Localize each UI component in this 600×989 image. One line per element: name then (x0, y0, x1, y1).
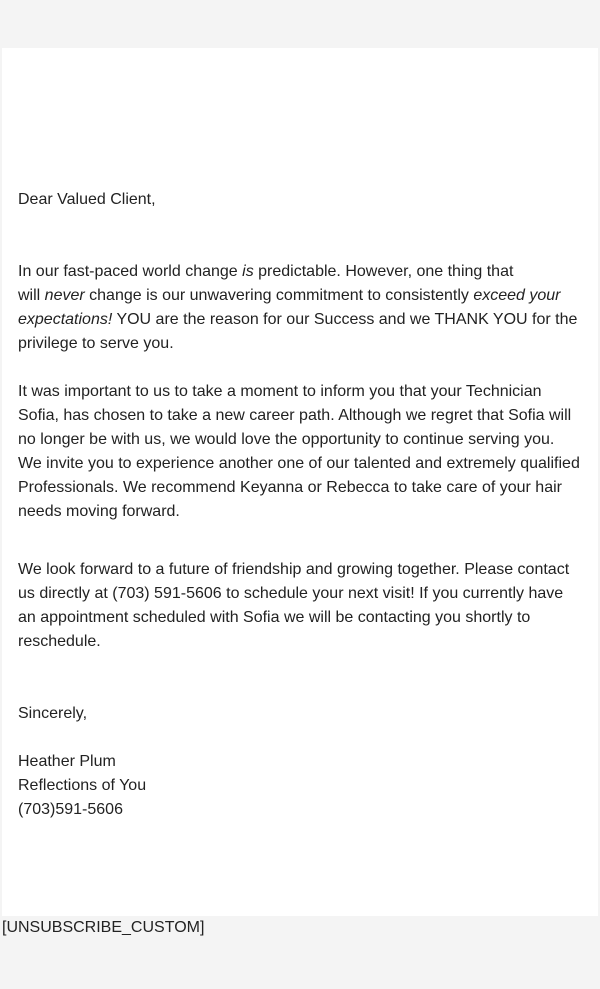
paragraph-line: reschedule. (18, 633, 101, 650)
greeting: Dear Valued Client, (18, 191, 156, 208)
paragraph-line: Professionals. We recommend Keyanna or Rebecca to take care of your hair (18, 479, 562, 496)
unsubscribe-link[interactable]: [UNSUBSCRIBE_CUSTOM] (2, 919, 205, 936)
paragraph-line: no longer be with us, we would love the opportunity to continue serving you. (18, 431, 555, 448)
paragraph-line: us directly at (703) 591-5606 to schedule your next visit! If you currently have (18, 585, 564, 602)
signature-name: Heather Plum (18, 753, 116, 770)
signature-block (18, 750, 588, 822)
signature-business: Reflections of You (18, 777, 147, 794)
paragraph-line: an appointment scheduled with Sofia we will be contacting you shortly to (18, 609, 531, 626)
letter-card (2, 48, 598, 916)
emphasis-text: never (44, 287, 85, 304)
emphasis-text: exceed your (473, 287, 561, 304)
emphasis-text: expectations! (18, 311, 113, 328)
emphasis-text: is (242, 263, 254, 280)
paragraph-line: privilege to serve you. (18, 335, 174, 352)
paragraph-line: We invite you to experience another one of our talented and extremely qualified (18, 455, 580, 472)
text-span: YOU are the reason for our Success and we THANK YOU for the (112, 311, 578, 328)
signature-phone: (703)591-5606 (18, 801, 123, 818)
paragraph-line (18, 308, 588, 332)
paragraph-line (18, 260, 588, 284)
text-span: In our fast-paced world change (18, 263, 243, 280)
paragraph-announcement (18, 380, 588, 524)
paragraph-line: It was important to us to take a moment to inform you that your Technician (18, 383, 542, 400)
text-span: will (18, 287, 45, 304)
paragraph-line: We look forward to a future of friendship and growing together. Please contact (18, 561, 570, 578)
closing: Sincerely, (18, 705, 88, 722)
paragraph-intro (18, 260, 588, 356)
text-span: predictable. However, one thing that (253, 263, 514, 280)
text-span: change is our unwavering commitment to consistently (84, 287, 474, 304)
paragraph-line: needs moving forward. (18, 503, 180, 520)
paragraph-line (18, 284, 588, 308)
paragraph-contact (18, 558, 588, 654)
paragraph-line: Sofia, has chosen to take a new career path. Although we regret that Sofia will (18, 407, 572, 424)
